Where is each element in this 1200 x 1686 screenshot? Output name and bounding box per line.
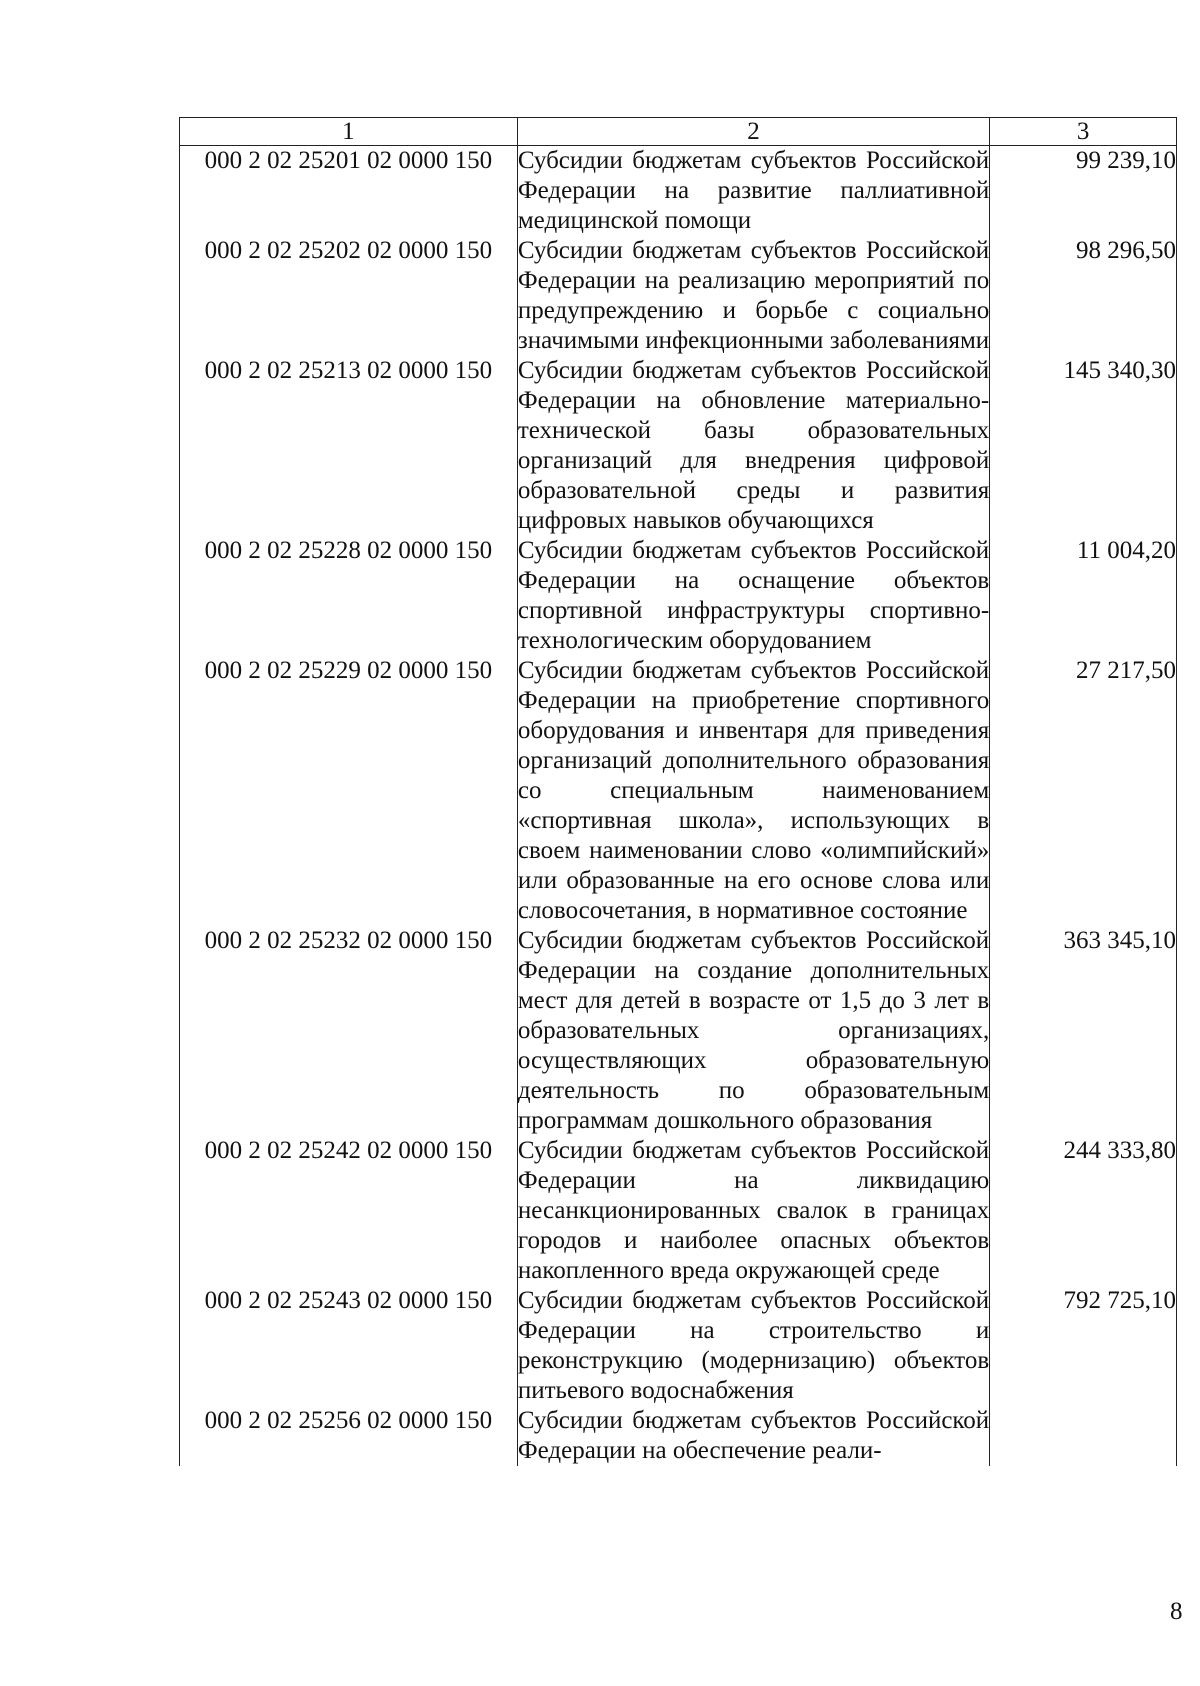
budget-code-cell: 000 2 02 25228 02 0000 150	[180, 536, 518, 656]
amount-cell: 244 333,80	[990, 1136, 1177, 1286]
budget-code-cell: 000 2 02 25201 02 0000 150	[180, 146, 518, 237]
amount-cell: 27 217,50	[990, 656, 1177, 926]
amount-cell: 363 345,10	[990, 926, 1177, 1136]
table-row	[180, 356, 1177, 536]
amount-cell: 11 004,20	[990, 536, 1177, 656]
table-row	[180, 1136, 1177, 1286]
table-row	[180, 236, 1177, 356]
table-row	[180, 536, 1177, 656]
budget-code-cell: 000 2 02 25242 02 0000 150	[180, 1136, 518, 1286]
column-header: 3	[990, 118, 1177, 146]
table-row	[180, 656, 1177, 926]
budget-code-cell: 000 2 02 25202 02 0000 150	[180, 236, 518, 356]
amount-cell	[990, 1406, 1177, 1466]
description-cell: Субсидии бюджетам субъектов Российской Федерации на ликвидацию несанкционированных свалок в границах городов и наиболее опасных объектов накопленного вреда окружающей среде	[517, 1137, 990, 1284]
column-header: 2	[517, 118, 989, 146]
description-cell: Субсидии бюджетам субъектов Российской Федерации на оснащение объектов спортивной инфраструктуры спортивно-технологическим оборудованием	[517, 537, 990, 654]
budget-code-cell: 000 2 02 25243 02 0000 150	[180, 1286, 518, 1406]
description-cell: Субсидии бюджетам субъектов Российской Федерации на строительство и реконструкцию (модернизацию) объектов питьевого водоснабжения	[517, 1287, 990, 1404]
table-header-row	[180, 118, 1177, 146]
description-cell: Субсидии бюджетам субъектов Российской Федерации на обновление материально-технической базы образовательных организаций для внедрения цифровой образовательной среды и развития цифровых навыков обучающихся	[517, 357, 990, 534]
description-cell: Субсидии бюджетам субъектов Российской Федерации на реализацию мероприятий по предупреждению и борьбе с социально значимыми инфекционными заболеваниями	[517, 237, 990, 354]
description-cell: Субсидии бюджетам субъектов Российской Федерации на создание дополнительных мест для детей в возрасте от 1,5 до 3 лет в образовательных организациях, осуществляющих образовательную деятельность по образовательным программам дошкольного образования	[517, 927, 990, 1134]
description-cell: Субсидии бюджетам субъектов Российской Федерации на обеспечение реали-	[517, 1407, 990, 1464]
table-row	[180, 926, 1177, 1136]
page-number: 8	[1170, 1598, 1183, 1625]
table-row	[180, 146, 1177, 237]
description-cell: Субсидии бюджетам субъектов Российской Федерации на приобретение спортивного оборудования и инвентаря для приведения организаций дополнительного образования со специальным наименованием «спортивная школа», использующих в своем наименовании слово «олимпийский» или образованные на его основе слова или словосочетания, в нормативное состояние	[517, 657, 990, 924]
amount-cell: 99 239,10	[990, 146, 1177, 237]
amount-cell: 792 725,10	[990, 1286, 1177, 1406]
description-cell: Субсидии бюджетам субъектов Российской Федерации на развитие паллиативной медицинской помощи	[517, 147, 990, 234]
budget-code-cell: 000 2 02 25229 02 0000 150	[180, 656, 518, 926]
amount-cell: 98 296,50	[990, 236, 1177, 356]
table-row	[180, 1286, 1177, 1406]
budget-code-cell: 000 2 02 25256 02 0000 150	[180, 1406, 518, 1466]
table-row	[180, 1406, 1177, 1466]
budget-code-cell: 000 2 02 25213 02 0000 150	[180, 356, 518, 536]
column-header: 1	[180, 118, 518, 146]
budget-table	[179, 117, 1177, 1466]
amount-cell: 145 340,30	[990, 356, 1177, 536]
budget-code-cell: 000 2 02 25232 02 0000 150	[180, 926, 518, 1136]
